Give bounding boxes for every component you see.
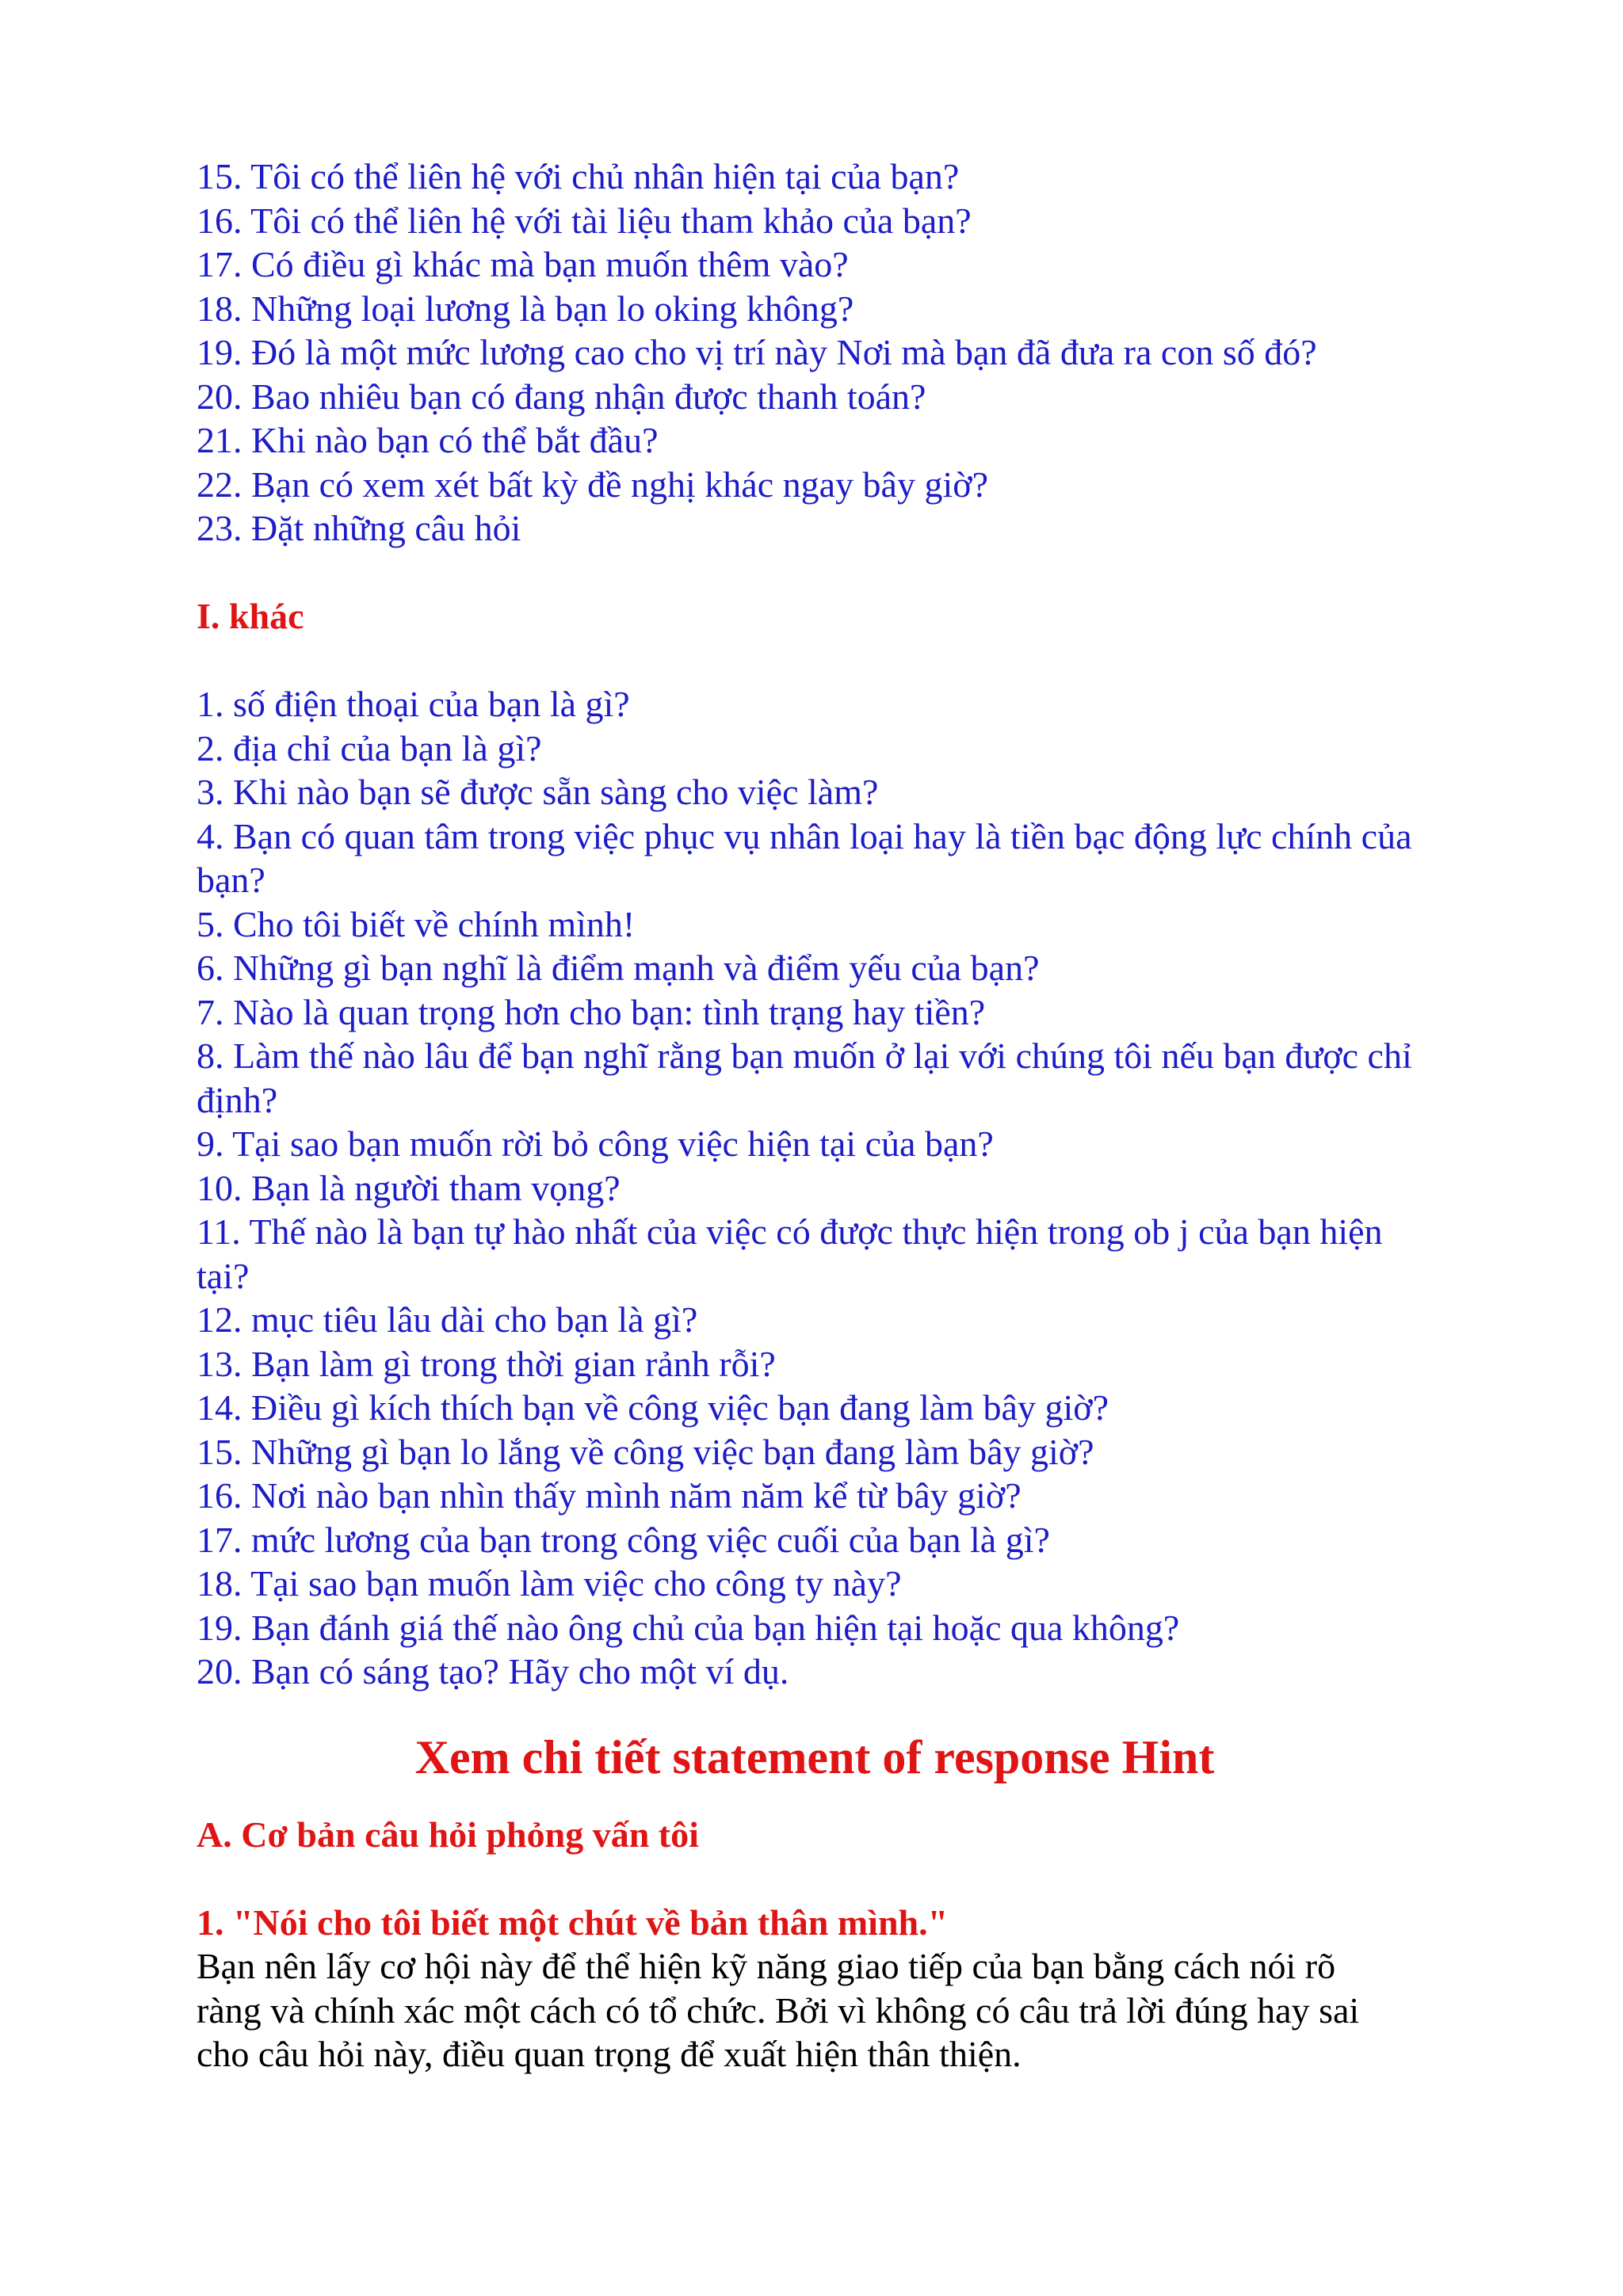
spacer [197,1789,1433,1813]
answer-paragraph [197,1944,1433,2077]
list-item: 23. Đặt những câu hỏi [197,508,521,548]
list-item: 6. Những gì bạn nghĩ là điểm mạnh và điểm yếu của bạn? [197,948,1040,988]
spacer [197,1694,1433,1726]
list-item: 7. Nào là quan trọng hơn cho bạn: tình trạng hay tiền? [197,991,986,1032]
list-item: 17. mức lương của bạn trong công việc cuối của bạn là gì? [197,1519,1050,1560]
list-item: 1. số điện thoại của bạn là gì? [197,684,630,724]
list-item: 11. Thế nào là bạn tự hào nhất của việc có được thực hiện trong ob j của bạn hiện tại? [197,1211,1383,1296]
question-heading: 1. "Nói cho tôi biết một chút về bản thân mình." [197,1901,949,1943]
list-item: 19. Đó là một mức lương cao cho vị trí này Nơi mà bạn đã đưa ra con số đó? [197,332,1317,372]
answer-line: ràng và chính xác một cách có tổ chức. Bởi vì không có câu trả lời đúng hay sai [197,1989,1360,2031]
section-heading-a: A. Cơ bản câu hỏi phỏng vấn tôi [197,1814,699,1855]
list-item: 18. Những loại lương là bạn lo oking không? [197,288,854,329]
list-item: 16. Nơi nào bạn nhìn thấy mình năm năm kể từ bây giờ? [197,1475,1022,1516]
list-item: 9. Tại sao bạn muốn rời bỏ công việc hiện tại của bạn? [197,1123,994,1164]
spacer [197,639,1433,683]
list-item: 2. địa chỉ của bạn là gì? [197,727,542,769]
list-item: 12. mục tiêu lâu dài cho bạn là gì? [197,1299,698,1340]
list-item: 19. Bạn đánh giá thế nào ông chủ của bạn hiện tại hoặc qua không? [197,1607,1180,1648]
question-list-top [197,154,1433,551]
main-title: Xem chi tiết statement of response Hint [414,1730,1215,1783]
document-page [197,154,1433,2077]
answer-line: cho câu hỏi này, điều quan trọng để xuất hiện thân thiện. [197,2034,1022,2074]
list-item: 3. Khi nào bạn sẽ được sẵn sàng cho việc làm? [197,772,879,812]
list-item: 21. Khi nào bạn có thể bắt đầu? [197,420,659,460]
list-item: 13. Bạn làm gì trong thời gian rảnh rỗi? [197,1343,776,1384]
list-item: 5. Cho tôi biết về chính mình! [197,903,636,944]
list-item: 8. Làm thế nào lâu để bạn nghĩ rằng bạn muốn ở lại với chúng tôi nếu bạn được chỉ định? [197,1035,1412,1120]
list-item: 20. Bao nhiêu bạn có đang nhận được thanh toán? [197,376,926,417]
question-list-section-i [197,682,1433,1694]
section-heading-i: I. khác [197,596,304,636]
answer-line: Bạn nên lấy cơ hội này để thể hiện kỹ năng giao tiếp của bạn bằng cách nói rõ [197,1946,1336,1986]
list-item: 4. Bạn có quan tâm trong việc phục vụ nhân loại hay là tiền bạc động lực chính của bạn? [197,815,1412,900]
list-item: 10. Bạn là người tham vọng? [197,1167,621,1208]
spacer [197,1856,1433,1901]
list-item: 16. Tôi có thể liên hệ với tài liệu tham khảo của bạn? [197,200,972,241]
list-item: 17. Có điều gì khác mà bạn muốn thêm vào? [197,244,849,284]
list-item: 14. Điều gì kích thích bạn về công việc bạn đang làm bây giờ? [197,1387,1109,1428]
list-item: 15. Tôi có thể liên hệ với chủ nhân hiện tại của bạn? [197,156,960,196]
list-item: 20. Bạn có sáng tạo? Hãy cho một ví dụ. [197,1651,789,1691]
list-item: 18. Tại sao bạn muốn làm việc cho công ty này? [197,1563,902,1604]
spacer [197,551,1433,595]
list-item: 15. Những gì bạn lo lắng về công việc bạn đang làm bây giờ? [197,1431,1094,1472]
list-item: 22. Bạn có xem xét bất kỳ đề nghị khác ngay bây giờ? [197,463,988,505]
